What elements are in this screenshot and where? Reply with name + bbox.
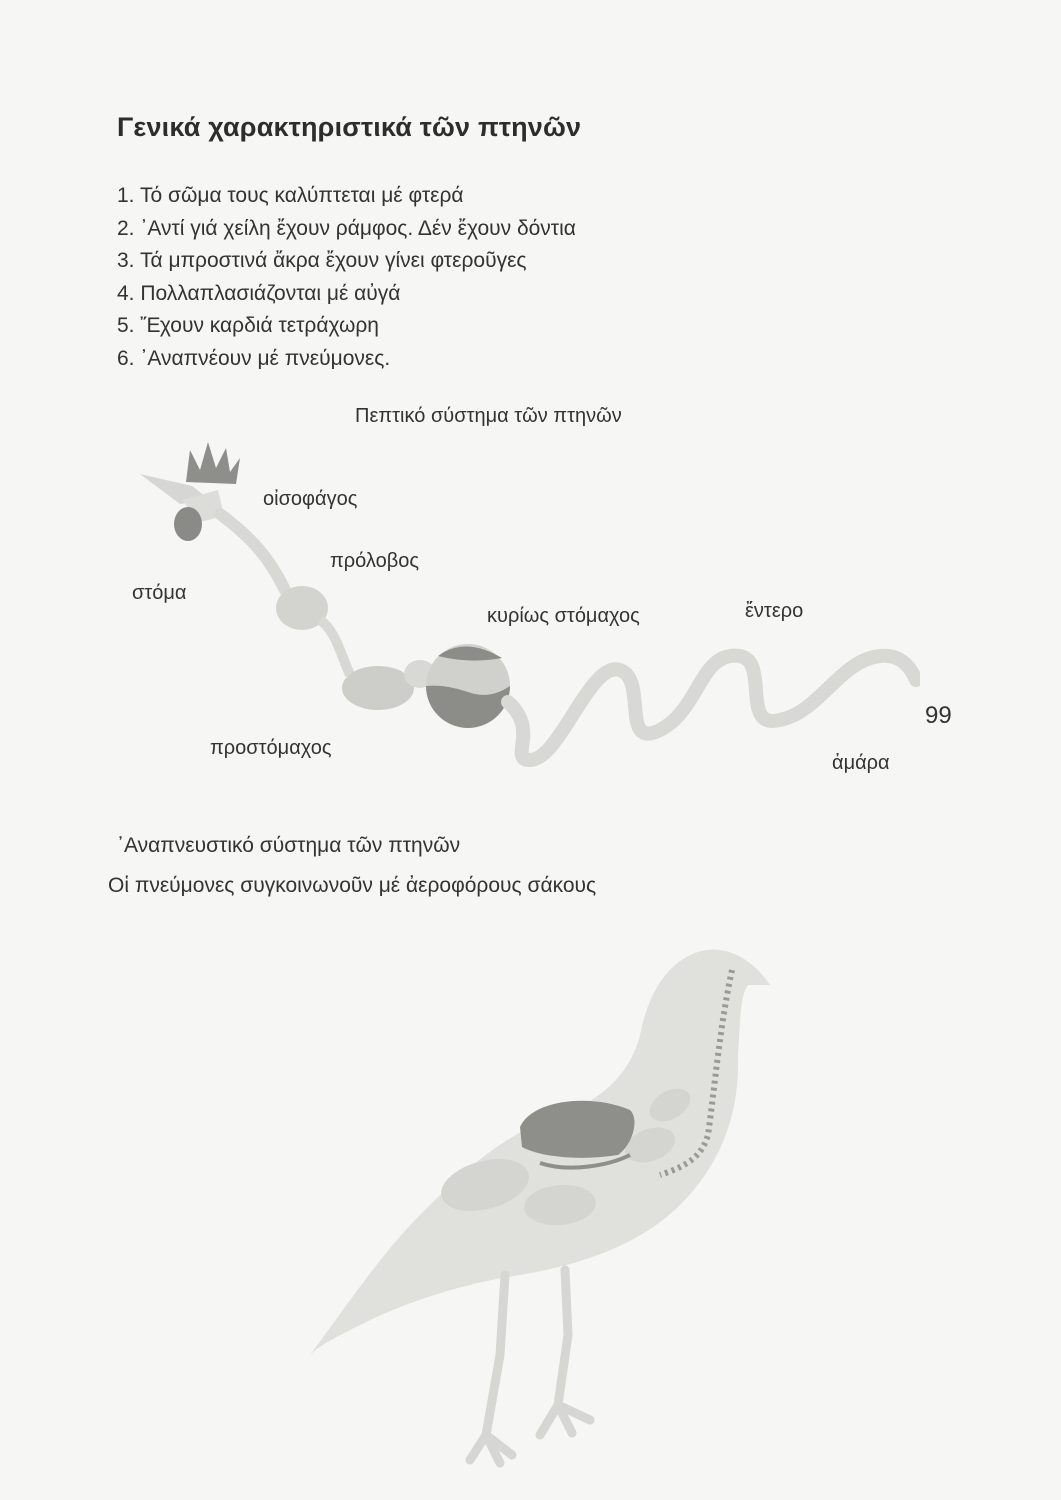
label-crop: πρόλοβος [330,550,420,572]
characteristics-list [117,180,576,376]
list-item: 1. Τό σῶμα τους καλύπτεται μέ φτερά [117,184,464,207]
list-item: 2. ᾿Αντί γιά χείλη ἔχουν ράμφος. Δέν ἔχουν δόντια [117,216,576,240]
label-intestine: ἔντερο [745,600,804,622]
label-mouth: στόμα [132,582,187,604]
respiratory-subtitle: Οἱ πνεύμονες συγκοινωνοῦν μέ ἀεροφόρους σάκους [108,874,597,897]
page-title: Γενικά χαρακτηριστικά τῶν πτηνῶν [117,112,582,142]
respiratory-system-illustration [300,915,790,1470]
page-number: 99 [925,702,952,729]
label-esophagus: οἰσοφάγος [263,488,358,510]
list-item: 6. ᾿Αναπνέουν μέ πνεύμονες. [117,346,391,370]
list-item: 3. Τά μπροστινά ἄκρα ἔχουν γίνει φτεροῦγες [117,249,527,273]
digestive-title: Πεπτικό σύστημα τῶν πτηνῶν [355,405,622,427]
label-gizzard: κυρίως στόμαχος [487,605,640,627]
list-item: 5. Ἔχουν καρδιά τετράχωρη [117,314,379,338]
label-cloaca: ἀμάρα [832,752,890,774]
list-item: 4. Πολλαπλασιάζονται μέ αὐγά [117,281,401,305]
label-proventriculus: προστόμαχος [210,737,332,759]
respiratory-title: ᾿Αναπνευστικό σύστημα τῶν πτηνῶν [117,834,461,857]
